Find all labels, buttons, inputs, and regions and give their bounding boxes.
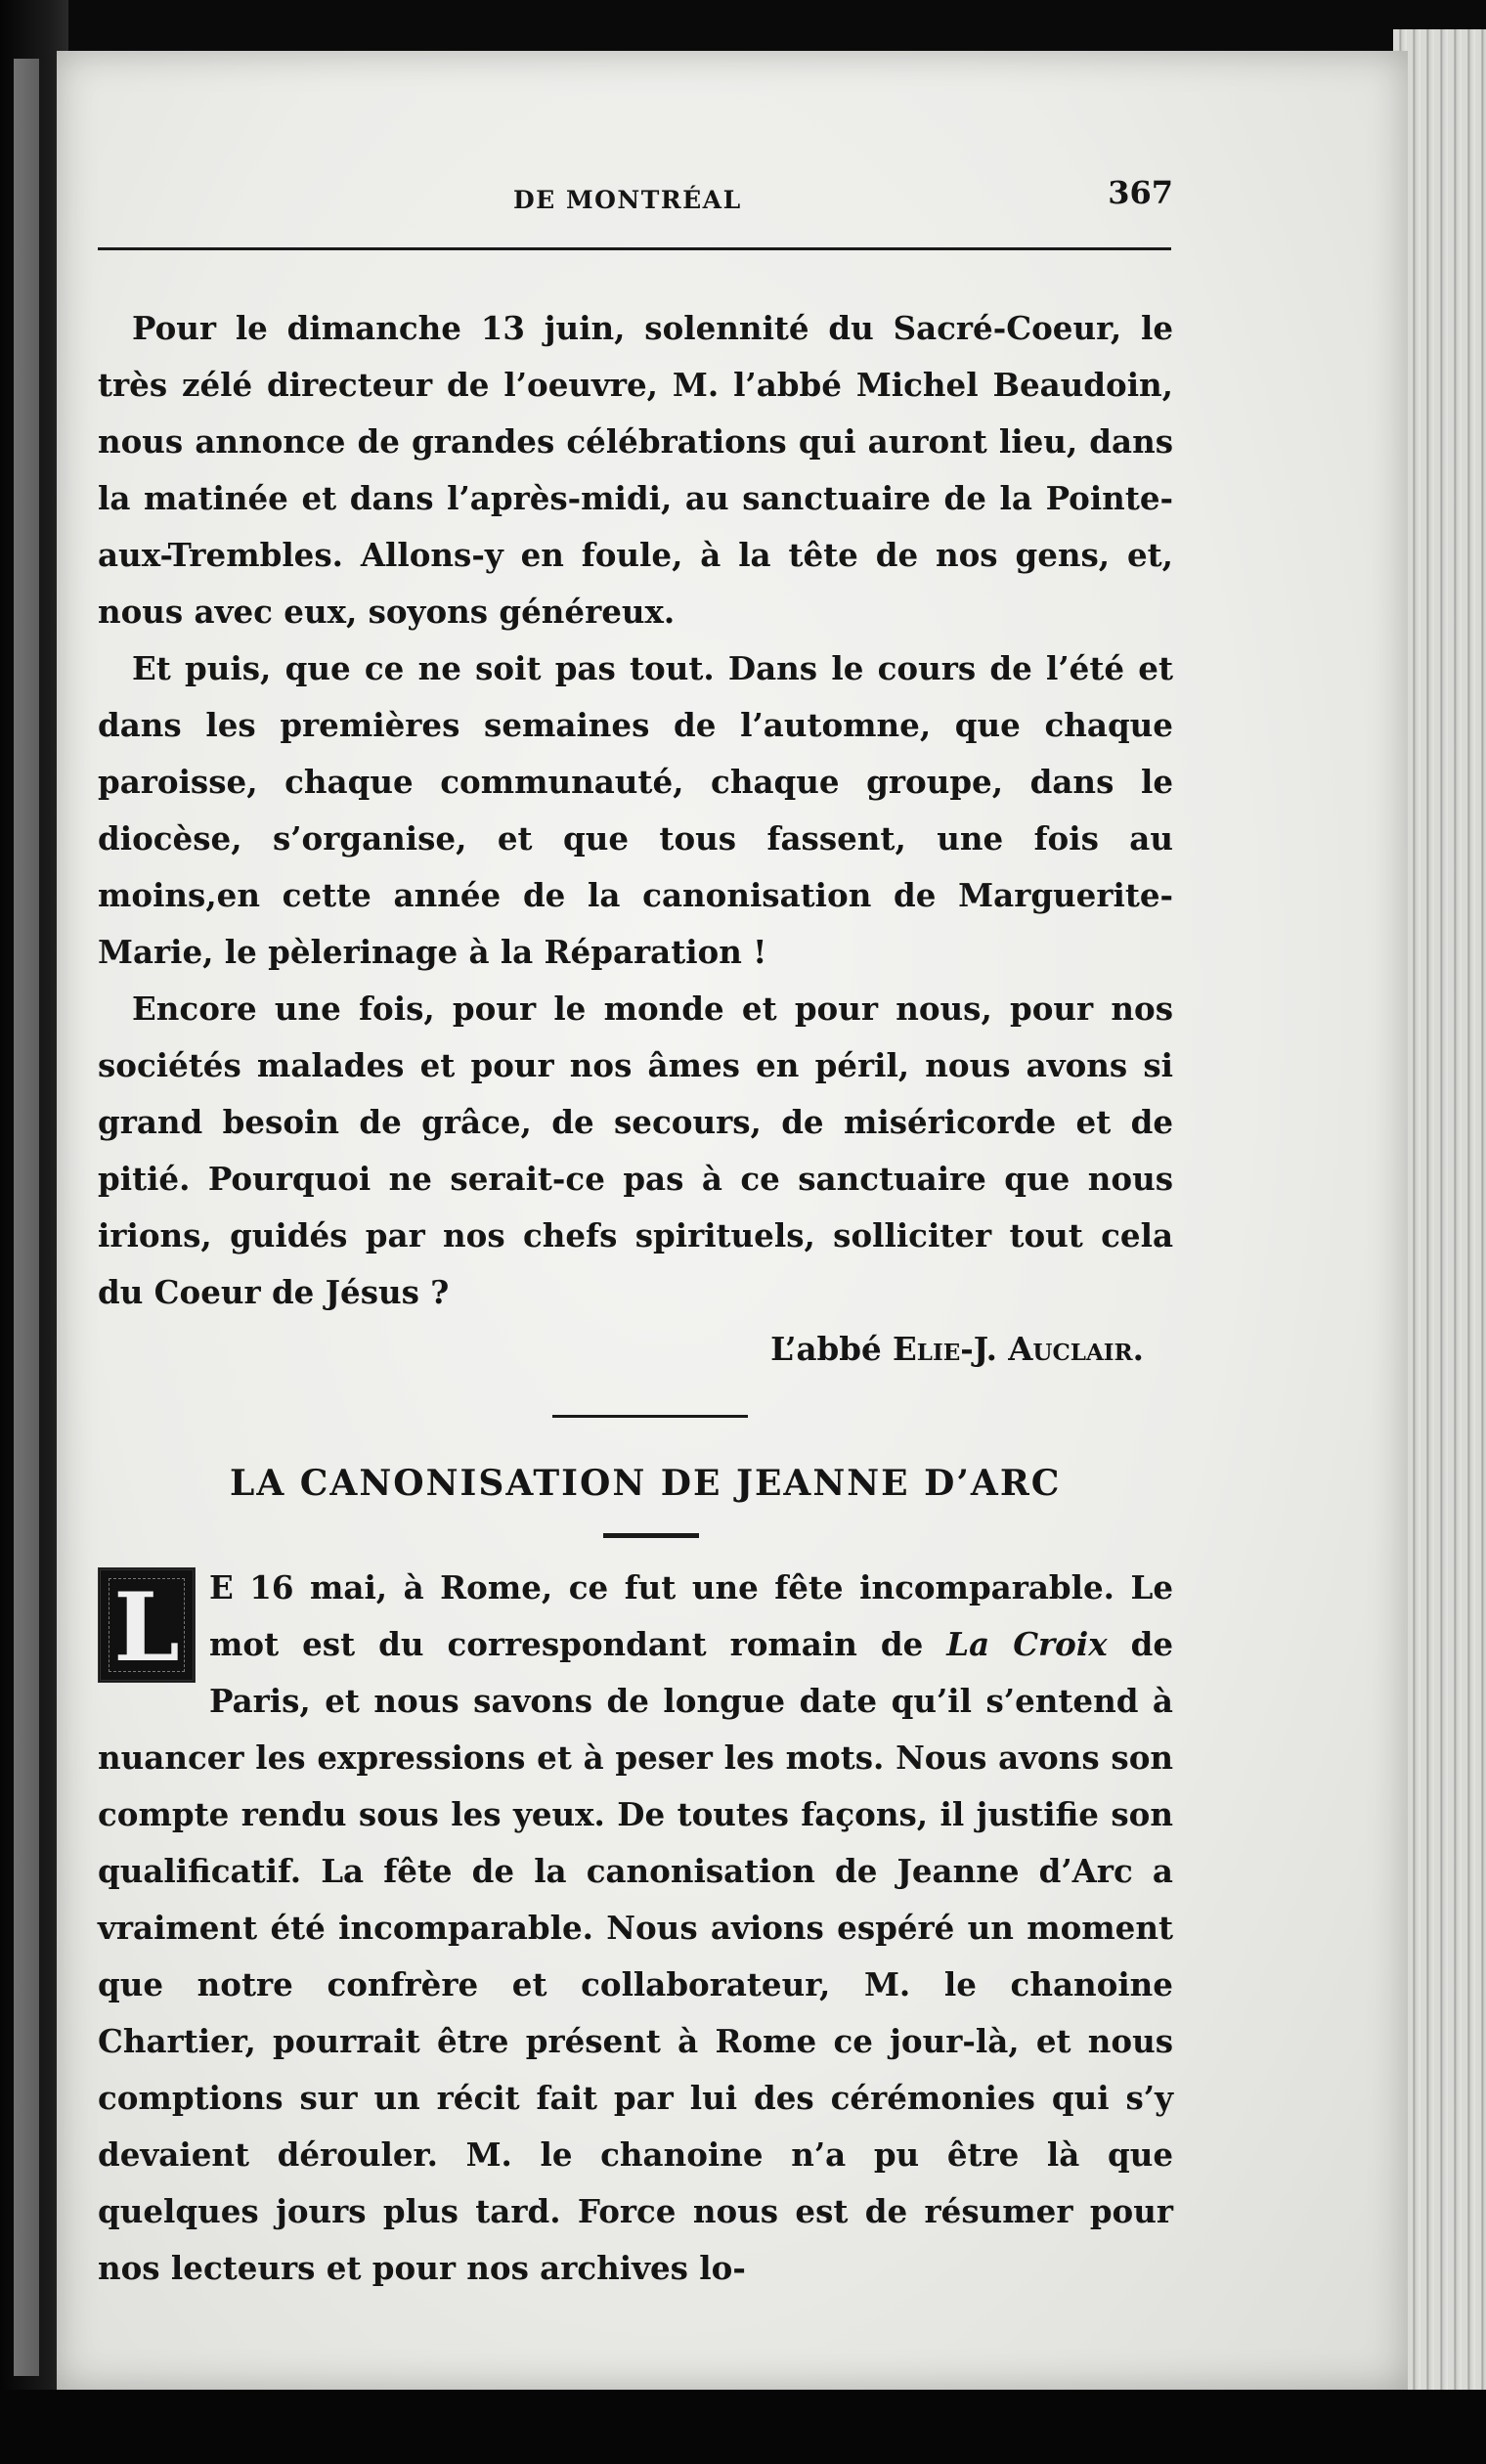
section-divider-rule: [552, 1415, 748, 1418]
bottom-margin-shadow: [0, 2390, 1486, 2464]
article-text-start: E 16 mai, à Rome, ce fut une fête incomparable. Le mot est du correspondant romain de: [209, 1568, 1173, 1663]
paragraph-2: Et puis, que ce ne soit pas tout. Dans le cours de l’été et dans les premières semaines de l’automne, que chaque paroisse, chaque communauté, chaque groupe, dans le diocèse, s’organise, et que tous fassent, une fois au moins,en cette année de la canonisation de Marguerite-Marie, le pèlerinage à la Réparation !: [98, 649, 1173, 971]
section-title: LA CANONISATION DE JEANNE D’ARC: [230, 1463, 1062, 1504]
title-underline-rule: [603, 1533, 699, 1538]
page-content: [98, 156, 1212, 2287]
article-paragraph: [98, 1560, 1173, 2297]
newspaper-title: La Croix: [946, 1625, 1108, 1663]
decorated-initial: L: [98, 1567, 196, 1683]
body-text: [98, 300, 1173, 2297]
article-body: [98, 1560, 1173, 2297]
signature-prefix: L’abbé: [770, 1330, 893, 1368]
paragraph-3: Encore une fois, pour le monde et pour nous, pour nos sociétés malades et pour nos âmes en péril, nous avons si grand besoin de grâce, de secours, de miséricorde et de pitié. Pourquoi ne serait-ce pas à ce sanctuaire que nous irions, guidés par nos chefs spirituels, solliciter tout cela du Coeur de Jésus ?: [98, 990, 1173, 1311]
paragraph-1: Pour le dimanche 13 juin, solennité du Sacré-Coeur, le très zélé directeur de l’oeuvre, M. l’abbé Michel Beaudoin, nous annonce de grandes célébrations qui auront lieu, dans la matinée et dans l’après-midi, au sanctuaire de la Pointe-aux-Trembles. Allons-y en foule, à la tête de nos gens, et, nous avec eux, soyons généreux.: [98, 309, 1173, 631]
page-number: 367: [1108, 174, 1173, 211]
facing-page-edge: [14, 59, 39, 2376]
signature-name: Elie-J. Auclair.: [893, 1330, 1144, 1368]
header-rule: [98, 247, 1171, 250]
running-title: DE MONTRÉAL: [513, 186, 742, 214]
signature: [98, 1321, 1173, 1378]
article-text-rest: de Paris, et nous savons de longue date qu’il s’entend à nuancer les expressions et à peser les mots. Nous avons son compte rendu sous les yeux. De toutes façons, il justifie son qualificatif. La fête de la canonisation de Jeanne d’Arc a vraiment été incomparable. Nous avions espéré un moment que notre confrère et collaborateur, M. le chanoine Chartier, pourrait être présent à Rome ce jour-là, et nous comptions sur un récit fait par lui des cérémonies qui s’y devaient dérouler. M. le chanoine n’a pu être là que quelques jours plus tard. Force nous est de résumer pour nos lecteurs et pour nos archives lo-: [98, 1625, 1173, 2287]
running-head: [98, 156, 1212, 217]
